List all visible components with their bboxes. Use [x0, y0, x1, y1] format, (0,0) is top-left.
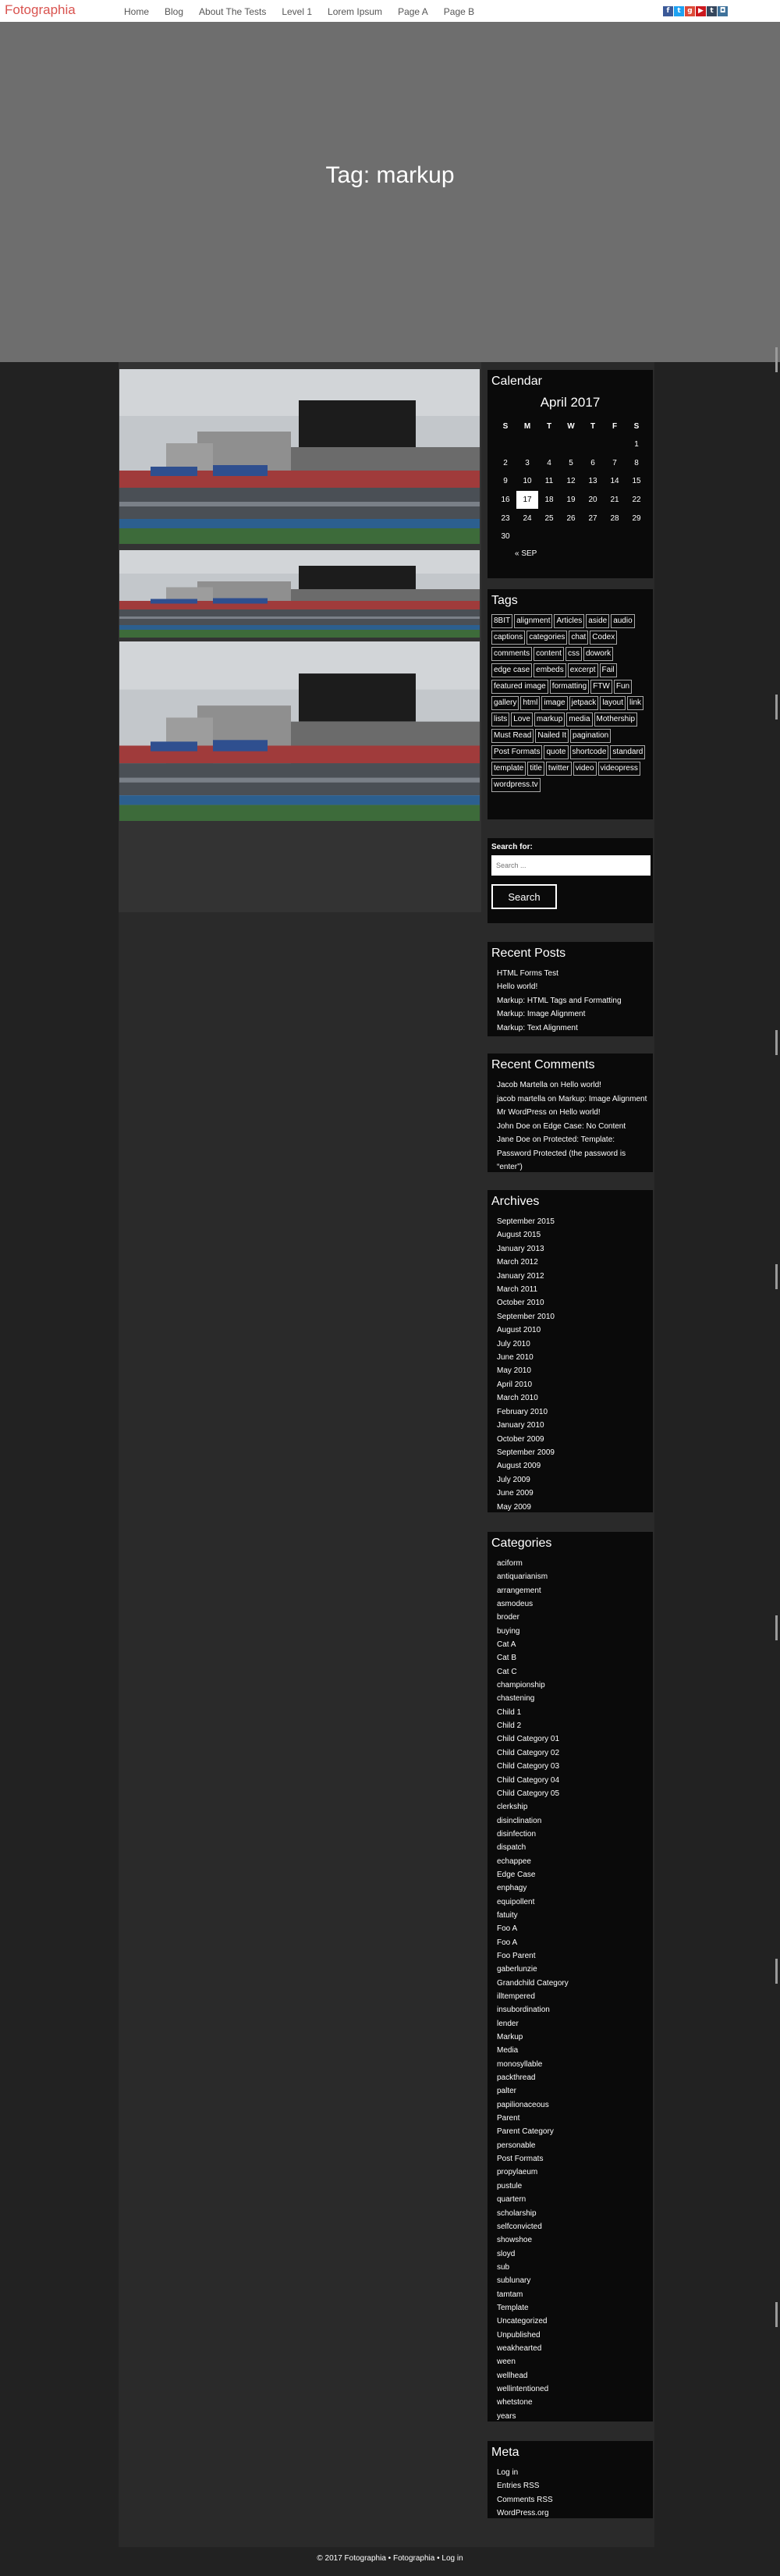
- primary-nav: [124, 6, 490, 17]
- archive-link[interactable]: September 2015: [497, 1217, 555, 1226]
- category-link[interactable]: Parent Category: [497, 2127, 554, 2137]
- category-link[interactable]: Child Category 03: [497, 1762, 560, 1771]
- meta-link[interactable]: Log in: [497, 2468, 519, 2477]
- calendar-day: 5: [569, 458, 573, 467]
- category-link[interactable]: asmodeus: [497, 1600, 534, 1609]
- social-icons: [663, 6, 729, 16]
- tag-link[interactable]: formatting: [550, 680, 589, 694]
- category-link[interactable]: disinclination: [497, 1816, 542, 1825]
- category-link[interactable]: arrangement: [497, 1586, 541, 1595]
- category-link[interactable]: broder: [497, 1613, 519, 1622]
- comment-author-link[interactable]: Jacob Martella: [497, 1081, 548, 1089]
- recent-post-link[interactable]: Markup: Image Alignment: [497, 1010, 586, 1019]
- tag-link[interactable]: shortcode: [570, 745, 609, 759]
- calendar-day: 29: [632, 513, 641, 523]
- comment-on-text: on: [532, 1135, 541, 1144]
- tag-link[interactable]: video: [573, 762, 597, 776]
- archives-widget: [488, 1190, 653, 1512]
- archive-link[interactable]: February 2010: [497, 1407, 548, 1416]
- calendar-day-header: T: [546, 421, 552, 431]
- calendar-day: [582, 528, 604, 546]
- calendar-prev-link[interactable]: « SEP: [515, 549, 537, 558]
- post-thumbnail[interactable]: [119, 369, 480, 544]
- category-link[interactable]: Foo Parent: [497, 1951, 536, 1960]
- calendar-day: 9: [503, 477, 508, 486]
- widget-title: Recent Comments: [491, 1058, 595, 1071]
- archive-link[interactable]: October 2010: [497, 1299, 544, 1308]
- comment-post-link[interactable]: Edge Case: No Content: [543, 1121, 626, 1131]
- scroll-mark: [775, 2302, 778, 2327]
- category-link[interactable]: sublunary: [497, 2276, 531, 2286]
- calendar-day: [626, 528, 647, 546]
- calendar-day: [582, 435, 604, 454]
- calendar-day: 21: [610, 496, 619, 505]
- tag-link[interactable]: categories: [526, 631, 567, 645]
- meta-link[interactable]: Comments RSS: [497, 2495, 553, 2504]
- scroll-mark: [775, 695, 778, 720]
- category-link[interactable]: Media: [497, 2046, 519, 2055]
- scroll-indicators: [774, 343, 778, 2567]
- calendar-day: 15: [632, 477, 641, 486]
- archive-link[interactable]: January 2013: [497, 1244, 544, 1253]
- category-link[interactable]: fatuity: [497, 1910, 518, 1920]
- calendar-day: 18: [544, 496, 554, 505]
- category-link[interactable]: sloyd: [497, 2249, 516, 2258]
- tag-link[interactable]: content: [534, 647, 564, 661]
- scroll-mark: [775, 1030, 778, 1055]
- archives-list: [491, 1215, 649, 1514]
- tumblr-icon[interactable]: t: [707, 6, 717, 16]
- recent-comment-item: [497, 1106, 649, 1120]
- calendar-week: [495, 435, 647, 454]
- meta-link[interactable]: WordPress.org: [497, 2509, 549, 2518]
- category-link[interactable]: packthread: [497, 2073, 536, 2083]
- recent-posts-widget: [488, 942, 653, 1036]
- calendar-day: 1: [634, 440, 639, 449]
- page-title: Tag: markup: [325, 162, 455, 188]
- calendar-widget: [488, 370, 653, 578]
- scroll-mark: [775, 347, 778, 372]
- category-link[interactable]: Foo A: [497, 1924, 518, 1934]
- archive-link[interactable]: June 2010: [497, 1353, 534, 1363]
- site-logo[interactable]: Fotographia: [5, 2, 76, 17]
- archive-link[interactable]: June 2009: [497, 1489, 534, 1498]
- calendar-day: 27: [588, 513, 597, 523]
- calendar-day: 2: [503, 458, 508, 467]
- tag-link[interactable]: captions: [491, 631, 525, 645]
- comment-on-text: on: [548, 1108, 558, 1117]
- archive-link[interactable]: March 2012: [497, 1258, 538, 1267]
- tag-link[interactable]: pagination: [570, 729, 611, 743]
- category-link[interactable]: pustule: [497, 2181, 523, 2190]
- category-link[interactable]: Child 2: [497, 1721, 522, 1731]
- calendar-day: [604, 435, 626, 454]
- category-link[interactable]: Grandchild Category: [497, 1978, 569, 1988]
- archive-link[interactable]: July 2010: [497, 1339, 530, 1348]
- category-link[interactable]: wellintentioned: [497, 2384, 549, 2393]
- calendar-day: 7: [612, 458, 617, 467]
- calendar-week: [495, 528, 647, 546]
- tag-link[interactable]: wordpress.tv: [491, 778, 541, 792]
- nav-link[interactable]: Lorem Ipsum: [328, 6, 383, 17]
- tag-link[interactable]: Mothership: [594, 712, 637, 727]
- comment-post-link[interactable]: Markup: Image Alignment: [558, 1094, 647, 1103]
- tag-link[interactable]: layout: [600, 696, 626, 710]
- calendar-day: 12: [566, 477, 576, 486]
- tag-link[interactable]: Post Formats: [491, 745, 542, 759]
- calendar-day: 6: [590, 458, 595, 467]
- widget-title: Calendar: [491, 375, 542, 388]
- nav-link[interactable]: Page A: [398, 6, 428, 17]
- calendar-week: [495, 509, 647, 528]
- category-link[interactable]: selfconvicted: [497, 2222, 542, 2231]
- tag-link[interactable]: html: [520, 696, 540, 710]
- tag-link[interactable]: markup: [534, 712, 565, 727]
- category-link[interactable]: disinfection: [497, 1829, 537, 1839]
- calendar-day: [538, 435, 560, 454]
- category-link[interactable]: Post Formats: [497, 2155, 544, 2164]
- calendar-day: [604, 528, 626, 546]
- category-link[interactable]: years: [497, 2411, 516, 2421]
- search-widget: [488, 838, 653, 923]
- calendar-day: 30: [501, 532, 510, 542]
- nav-link[interactable]: Level 1: [282, 6, 313, 17]
- tag-link[interactable]: chat: [569, 631, 588, 645]
- tag-link[interactable]: excerpt: [568, 663, 598, 677]
- category-link[interactable]: Cat C: [497, 1667, 517, 1676]
- calendar-day: 8: [634, 458, 639, 467]
- scroll-mark: [775, 1615, 778, 1640]
- category-link[interactable]: quartern: [497, 2195, 526, 2205]
- recent-comment-item: [497, 1133, 649, 1174]
- calendar-day: [560, 528, 582, 546]
- tag-link[interactable]: embeds: [534, 663, 566, 677]
- category-link[interactable]: sub: [497, 2262, 510, 2272]
- scroll-mark: [775, 1264, 778, 1289]
- category-link[interactable]: scholarship: [497, 2208, 537, 2218]
- calendar-day: 28: [610, 513, 619, 523]
- category-link[interactable]: showshoe: [497, 2236, 533, 2245]
- tag-link[interactable]: twitter: [546, 762, 572, 776]
- widget-title: Archives: [491, 1195, 540, 1208]
- categories-widget: [488, 1532, 653, 2421]
- instagram-icon[interactable]: ◘: [718, 6, 728, 16]
- calendar-day: 22: [632, 496, 641, 505]
- tag-link[interactable]: Fun: [614, 680, 632, 694]
- category-link[interactable]: dispatch: [497, 1843, 526, 1853]
- nav-link[interactable]: Home: [124, 6, 150, 17]
- recent-comment-item: [497, 1120, 649, 1134]
- calendar-day: 24: [523, 513, 532, 523]
- tag-link[interactable]: gallery: [491, 696, 519, 710]
- calendar-day: 26: [566, 513, 576, 523]
- category-link[interactable]: Markup: [497, 2033, 523, 2042]
- calendar-day: 13: [588, 477, 597, 486]
- hero-banner: [0, 22, 780, 362]
- recent-comment-item: [497, 1093, 649, 1107]
- comment-on-text: on: [549, 1081, 558, 1089]
- tag-link[interactable]: jetpack: [569, 696, 599, 710]
- tag-link[interactable]: quote: [544, 745, 568, 759]
- tag-link[interactable]: image: [541, 696, 567, 710]
- category-link[interactable]: Uncategorized: [497, 2317, 548, 2326]
- recent-comments-widget: [488, 1053, 653, 1172]
- site-footer: © 2017 Fotographia • Fotographia • Log in: [317, 2554, 463, 2563]
- meta-link[interactable]: Entries RSS: [497, 2482, 540, 2491]
- tag-link[interactable]: Must Read: [491, 729, 534, 743]
- recent-post-link[interactable]: Markup: HTML Tags and Formatting: [497, 996, 622, 1005]
- calendar-day: 23: [501, 513, 510, 523]
- category-link[interactable]: Cat A: [497, 1640, 516, 1650]
- category-link[interactable]: championship: [497, 1681, 545, 1690]
- tag-link[interactable]: title: [527, 762, 544, 776]
- category-link[interactable]: propylaeum: [497, 2168, 538, 2177]
- tag-link[interactable]: media: [566, 712, 592, 727]
- calendar-day: 11: [544, 477, 554, 486]
- search-input[interactable]: [491, 855, 651, 876]
- calendar-day: [560, 435, 582, 454]
- calendar-day: 25: [544, 513, 554, 523]
- calendar-day-header: S: [633, 421, 640, 431]
- archive-link[interactable]: March 2011: [497, 1285, 538, 1295]
- archive-link[interactable]: March 2010: [497, 1394, 538, 1403]
- calendar-month: April 2017: [540, 395, 601, 410]
- calendar-day: 14: [610, 477, 619, 486]
- calendar-day: 10: [523, 477, 532, 486]
- tag-link[interactable]: Love: [511, 712, 533, 727]
- archive-link[interactable]: May 2009: [497, 1502, 531, 1512]
- tag-link[interactable]: Nailed It: [535, 729, 569, 743]
- calendar-day-header: F: [612, 421, 618, 431]
- category-link[interactable]: ween: [497, 2357, 516, 2367]
- twitter-icon[interactable]: t: [674, 6, 684, 16]
- category-link[interactable]: tamtam: [497, 2290, 523, 2299]
- category-link[interactable]: antiquarianism: [497, 1572, 548, 1582]
- meta-widget: [488, 2441, 653, 2518]
- category-link[interactable]: weakhearted: [497, 2343, 542, 2353]
- tag-link[interactable]: Fail: [600, 663, 617, 677]
- calendar-day: [516, 435, 538, 454]
- calendar-day: [516, 528, 538, 546]
- comment-post-link[interactable]: Protected: Template: Password Protected (the password is “enter”): [497, 1135, 626, 1171]
- archive-link[interactable]: August 2010: [497, 1326, 541, 1335]
- nav-link[interactable]: Page B: [443, 6, 475, 17]
- scroll-mark: [775, 1959, 778, 1984]
- calendar-day: 17: [516, 491, 538, 510]
- category-link[interactable]: gaberlunzie: [497, 1965, 537, 1974]
- category-link[interactable]: papilionaceous: [497, 2100, 549, 2109]
- category-link[interactable]: enphagy: [497, 1884, 527, 1893]
- category-link[interactable]: Child Category 05: [497, 1789, 560, 1798]
- comment-author-link[interactable]: jacob martella: [497, 1094, 546, 1103]
- tag-link[interactable]: lists: [491, 712, 509, 727]
- tag-link[interactable]: standard: [610, 745, 645, 759]
- archive-link[interactable]: October 2009: [497, 1434, 544, 1444]
- tag-link[interactable]: template: [491, 762, 526, 776]
- calendar-day: 16: [501, 496, 510, 505]
- category-link[interactable]: Foo A: [497, 1938, 518, 1947]
- youtube-icon[interactable]: ▶: [696, 6, 706, 16]
- widget-title: Meta: [491, 2446, 519, 2459]
- tag-link[interactable]: dowork: [583, 647, 613, 661]
- tag-link[interactable]: css: [566, 647, 582, 661]
- widget-title: Recent Posts: [491, 947, 566, 960]
- comment-author-link[interactable]: John Doe: [497, 1121, 530, 1131]
- archive-link[interactable]: January 2012: [497, 1271, 544, 1281]
- category-link[interactable]: Parent: [497, 2114, 520, 2123]
- category-link[interactable]: Child 1: [497, 1707, 522, 1717]
- category-link[interactable]: lender: [497, 2019, 519, 2028]
- facebook-icon[interactable]: f: [663, 6, 673, 16]
- comment-author-link[interactable]: Jane Doe: [497, 1135, 530, 1144]
- nav-link[interactable]: About The Tests: [199, 6, 267, 17]
- tags-widget: [488, 589, 653, 819]
- recent-posts-list: [491, 967, 649, 1035]
- calendar-day: [495, 435, 516, 454]
- recent-comments-list: [491, 1078, 649, 1174]
- category-link[interactable]: clerkship: [497, 1803, 528, 1812]
- nav-link[interactable]: Blog: [165, 6, 184, 17]
- archive-link[interactable]: January 2010: [497, 1421, 544, 1430]
- category-link[interactable]: aciform: [497, 1559, 523, 1568]
- comment-post-link[interactable]: Hello world!: [560, 1081, 601, 1089]
- archive-link[interactable]: April 2010: [497, 1380, 533, 1389]
- tag-link[interactable]: alignment: [514, 614, 552, 628]
- category-link[interactable]: whetstone: [497, 2398, 533, 2407]
- category-link[interactable]: insubordination: [497, 2006, 550, 2015]
- calendar-day-header: S: [502, 421, 509, 431]
- recent-post-link[interactable]: HTML Forms Test: [497, 969, 558, 978]
- tag-link[interactable]: edge case: [491, 663, 532, 677]
- tag-link[interactable]: FTW: [590, 680, 612, 694]
- top-navigation-bar: [0, 0, 780, 22]
- archive-link[interactable]: July 2009: [497, 1475, 530, 1484]
- google-plus-icon[interactable]: g: [685, 6, 695, 16]
- archive-link[interactable]: August 2009: [497, 1462, 541, 1471]
- category-link[interactable]: wellhead: [497, 2371, 528, 2380]
- archive-link[interactable]: August 2015: [497, 1231, 541, 1240]
- category-link[interactable]: illtempered: [497, 1992, 535, 2001]
- calendar-day: 20: [588, 496, 597, 505]
- archive-link[interactable]: September 2009: [497, 1448, 555, 1457]
- category-link[interactable]: Template: [497, 2303, 529, 2312]
- calendar-day-header: W: [567, 421, 575, 431]
- calendar-day: [538, 528, 560, 546]
- tag-link[interactable]: audio: [611, 614, 634, 628]
- recent-comment-item: [497, 1078, 649, 1093]
- calendar-table: [495, 417, 647, 546]
- comment-author-link[interactable]: Mr WordPress: [497, 1108, 547, 1117]
- category-link[interactable]: Edge Case: [497, 1870, 536, 1879]
- post-thumbnail[interactable]: [119, 550, 480, 638]
- tag-link[interactable]: aside: [586, 614, 609, 628]
- calendar-week: [495, 454, 647, 473]
- meta-list: [491, 2466, 649, 2521]
- comment-post-link[interactable]: Hello world!: [559, 1108, 601, 1117]
- category-link[interactable]: equipollent: [497, 1897, 535, 1906]
- tag-link[interactable]: Articles: [554, 614, 584, 628]
- category-link[interactable]: Child Category 01: [497, 1735, 560, 1744]
- calendar-week: [495, 472, 647, 491]
- category-link[interactable]: Unpublished: [497, 2330, 541, 2340]
- tag-link[interactable]: videopress: [598, 762, 640, 776]
- archive-link[interactable]: May 2010: [497, 1366, 531, 1376]
- recent-post-link[interactable]: Hello world!: [497, 982, 538, 992]
- tag-link[interactable]: comments: [491, 647, 532, 661]
- post-thumbnail[interactable]: [119, 641, 480, 821]
- tag-cloud: [491, 614, 647, 794]
- category-link[interactable]: chastening: [497, 1694, 535, 1704]
- category-link[interactable]: Child Category 04: [497, 1775, 560, 1785]
- archive-link[interactable]: September 2010: [497, 1312, 555, 1321]
- category-link[interactable]: palter: [497, 2087, 517, 2096]
- widget-title: Tags: [491, 594, 518, 607]
- tag-link[interactable]: Codex: [590, 631, 617, 645]
- tag-link[interactable]: featured image: [491, 680, 548, 694]
- calendar-day: 19: [566, 496, 576, 505]
- categories-list: [491, 1557, 649, 2423]
- category-link[interactable]: echappee: [497, 1856, 531, 1866]
- category-link[interactable]: buying: [497, 1626, 520, 1636]
- calendar-day-header: T: [590, 421, 596, 431]
- comment-on-text: on: [548, 1094, 557, 1103]
- search-button[interactable]: Search: [491, 884, 557, 909]
- tag-link[interactable]: link: [627, 696, 644, 710]
- comment-on-text: on: [532, 1121, 541, 1131]
- tag-link[interactable]: 8BIT: [491, 614, 512, 628]
- category-link[interactable]: personable: [497, 2141, 536, 2150]
- calendar-day: 3: [525, 458, 530, 467]
- calendar-week: [495, 491, 647, 510]
- widget-title: Categories: [491, 1537, 552, 1550]
- search-label: Search for:: [491, 843, 533, 851]
- category-link[interactable]: monosyllable: [497, 2059, 543, 2069]
- category-link[interactable]: Cat B: [497, 1654, 517, 1663]
- calendar-day-header: M: [523, 421, 531, 431]
- category-link[interactable]: Child Category 02: [497, 1748, 560, 1757]
- recent-post-link[interactable]: Markup: Text Alignment: [497, 1023, 578, 1032]
- calendar-day: 4: [547, 458, 551, 467]
